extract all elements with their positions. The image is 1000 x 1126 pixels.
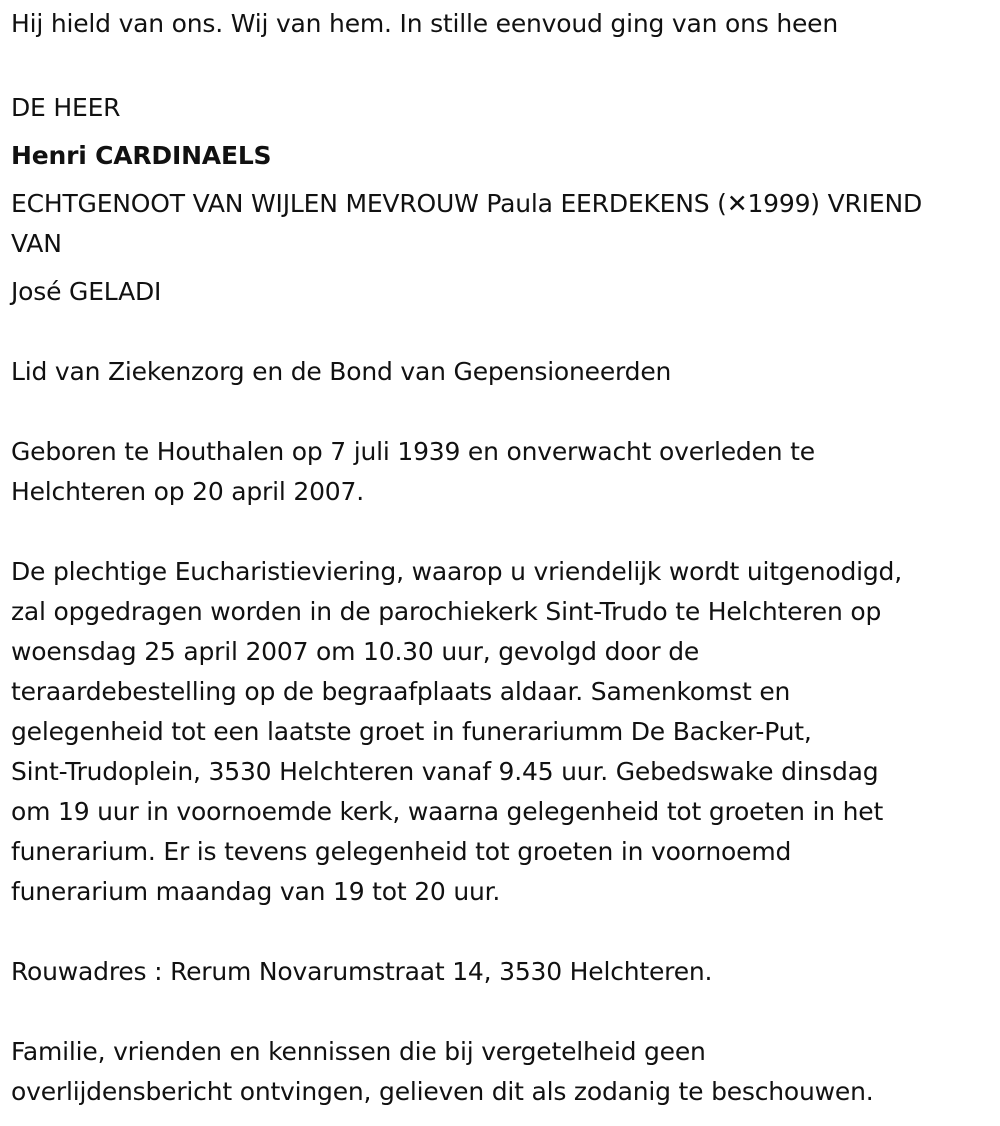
closing-line-2: overlijdensbericht ontvingen, gelieven dit als zodanig te beschouwen. [11,1077,874,1106]
ceremony-line: zal opgedragen worden in de parochiekerk Sint-Trudo te Helchteren op [11,597,882,626]
mourning-address: Rouwadres : Rerum Novarumstraat 14, 3530 Helchteren. [11,957,713,986]
membership-text: Lid van Ziekenzorg en de Bond van Gepensioneerden [11,357,672,386]
spacer [11,992,991,1032]
spacer [11,512,991,552]
spacer [11,44,991,84]
ceremony-line: De plechtige Eucharistieviering, waarop u vriendelijk wordt uitgenodigd, [11,557,902,586]
ceremony-line: gelegenheid tot een laatste groet in funerariumm De Backer-Put, [11,717,812,746]
birth-line-1: Geboren te Houthalen op 7 juli 1939 en onverwacht overleden te [11,437,815,466]
deceased-name: Henri CARDINAELS [11,141,272,170]
spouse-line-1: ECHTGENOOT VAN WIJLEN MEVROUW Paula EERDEKENS (✕1999) VRIEND [11,189,922,218]
ceremony-line: Sint-Trudoplein, 3530 Helchteren vanaf 9.45 uur. Gebedswake dinsdag [11,757,879,786]
ceremony-line: funerarium. Er is tevens gelegenheid tot groeten in voornoemd [11,837,792,866]
ceremony-line: om 19 uur in voornoemde kerk, waarna gelegenheid tot groeten in het [11,797,884,826]
obituary-document [11,0,991,1112]
salutation: DE HEER [11,93,121,122]
closing-line-1: Familie, vrienden en kennissen die bij vergetelheid geen [11,1037,706,1066]
spacer [11,312,991,352]
ceremony-line: woensdag 25 april 2007 om 10.30 uur, gevolgd door de [11,637,700,666]
ceremony-paragraph [11,552,991,912]
ceremony-line: funerarium maandag van 19 tot 20 uur. [11,877,501,906]
intro-text: Hij hield van ons. Wij van hem. In stille eenvoud ging van ons heen [11,9,838,38]
friend-name: José GELADI [11,277,162,306]
spacer [11,392,991,432]
ceremony-line: teraardebestelling op de begraafplaats aldaar. Samenkomst en [11,677,791,706]
spouse-line-2: VAN [11,229,62,258]
birth-line-2: Helchteren op 20 april 2007. [11,477,364,506]
spacer [11,912,991,952]
